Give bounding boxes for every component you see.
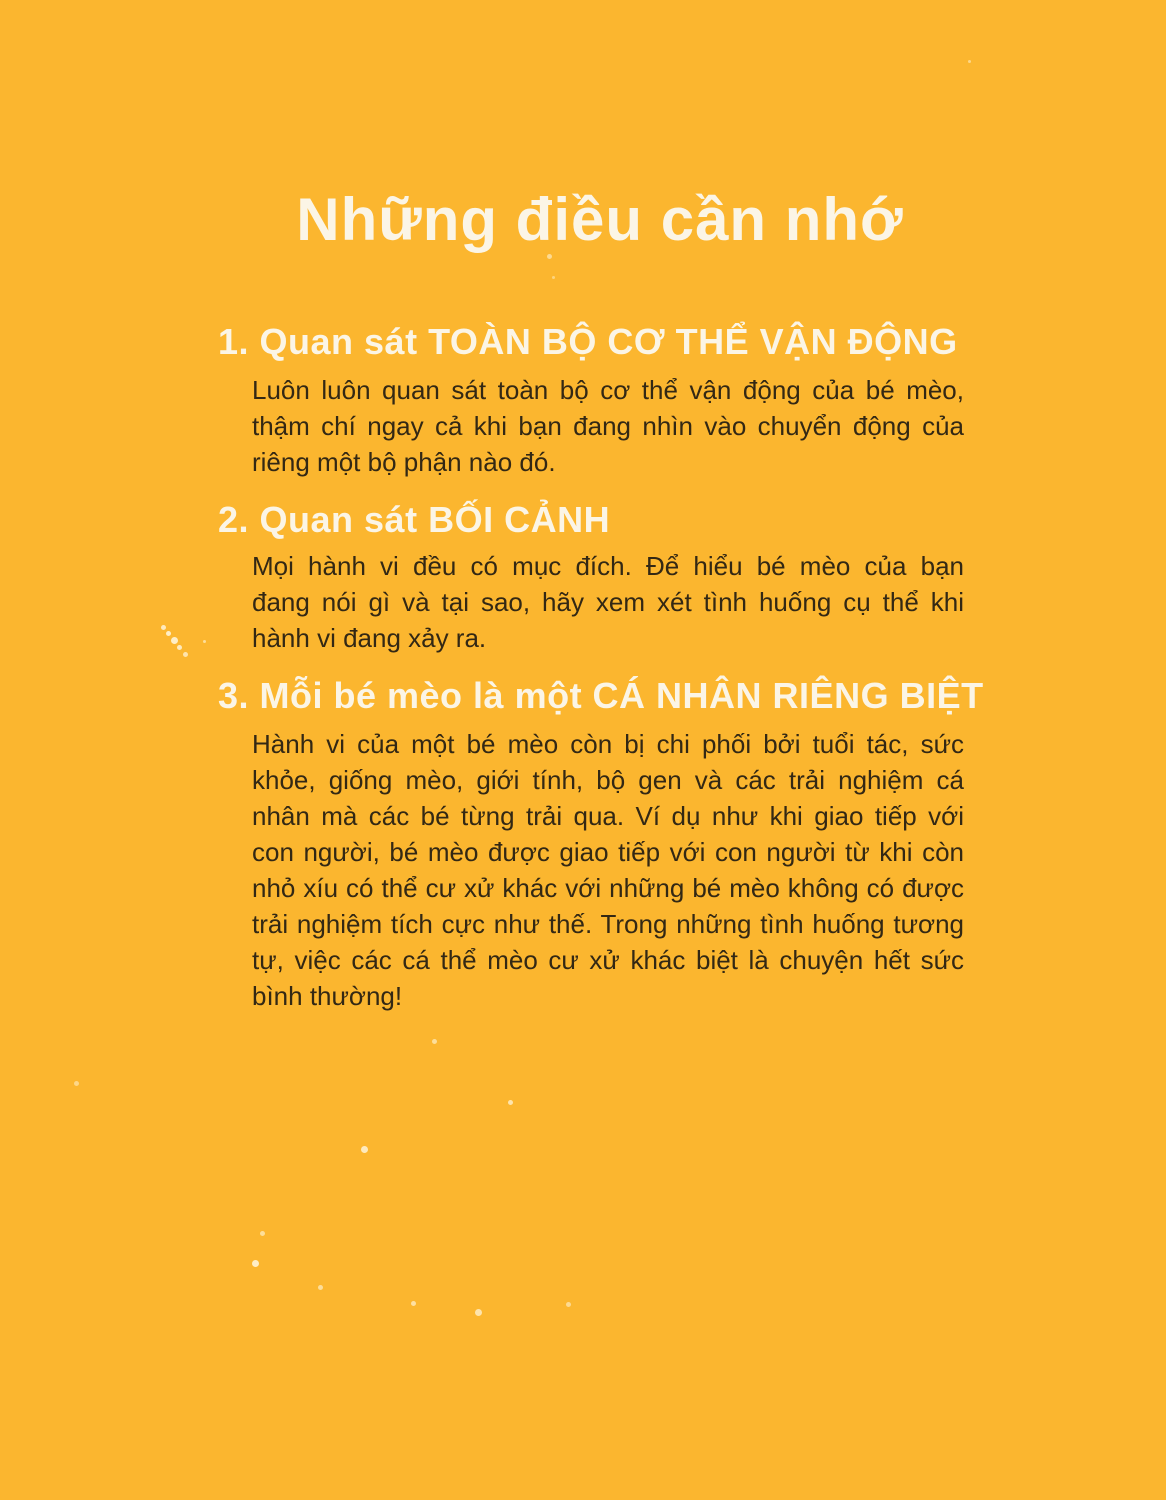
section-2-heading: 2. Quan sát BỐI CẢNH bbox=[218, 499, 611, 540]
section-3-heading: 3. Mỗi bé mèo là một CÁ NHÂN RIÊNG BIỆT bbox=[218, 675, 984, 716]
text-line: tự, việc các cá thể mèo cư xử khác biệt là chuyện hết sức bbox=[252, 945, 964, 975]
text-line: nhân mà các bé từng trải qua. Ví dụ như khi giao tiếp với bbox=[252, 801, 964, 831]
section-1-heading: 1. Quan sát TOÀN BỘ CƠ THỂ VẬN ĐỘNG bbox=[218, 321, 958, 362]
page-title: Những điều cần nhớ bbox=[296, 186, 904, 253]
text-line: con người, bé mèo được giao tiếp với con người từ khi còn bbox=[252, 837, 964, 867]
section-2-body bbox=[252, 548, 964, 656]
text-line: hành vi đang xảy ra. bbox=[252, 623, 487, 653]
text-line: đang nói gì và tại sao, hãy xem xét tình huống cụ thể khi bbox=[252, 587, 964, 617]
text-line: Hành vi của một bé mèo còn bị chi phối bởi tuổi tác, sức bbox=[252, 729, 964, 759]
text-line: trải nghiệm tích cực như thế. Trong những tình huống tương bbox=[252, 909, 964, 939]
text-line: khỏe, giống mèo, giới tính, bộ gen và các trải nghiệm cá bbox=[252, 765, 964, 795]
text-line: Mọi hành vi đều có mục đích. Để hiểu bé mèo của bạn bbox=[252, 551, 964, 581]
text-line: bình thường! bbox=[252, 981, 403, 1011]
text-line: riêng một bộ phận nào đó. bbox=[252, 447, 556, 477]
text-line: Luôn luôn quan sát toàn bộ cơ thể vận động của bé mèo, bbox=[252, 375, 964, 405]
section-3-body bbox=[252, 726, 964, 1014]
paper-texture-specks bbox=[0, 0, 3, 3]
text-line: thậm chí ngay cả khi bạn đang nhìn vào chuyển động của bbox=[252, 411, 964, 441]
section-1-body bbox=[252, 372, 964, 480]
text-line: nhỏ xíu có thể cư xử khác với những bé mèo không có được bbox=[252, 873, 964, 903]
